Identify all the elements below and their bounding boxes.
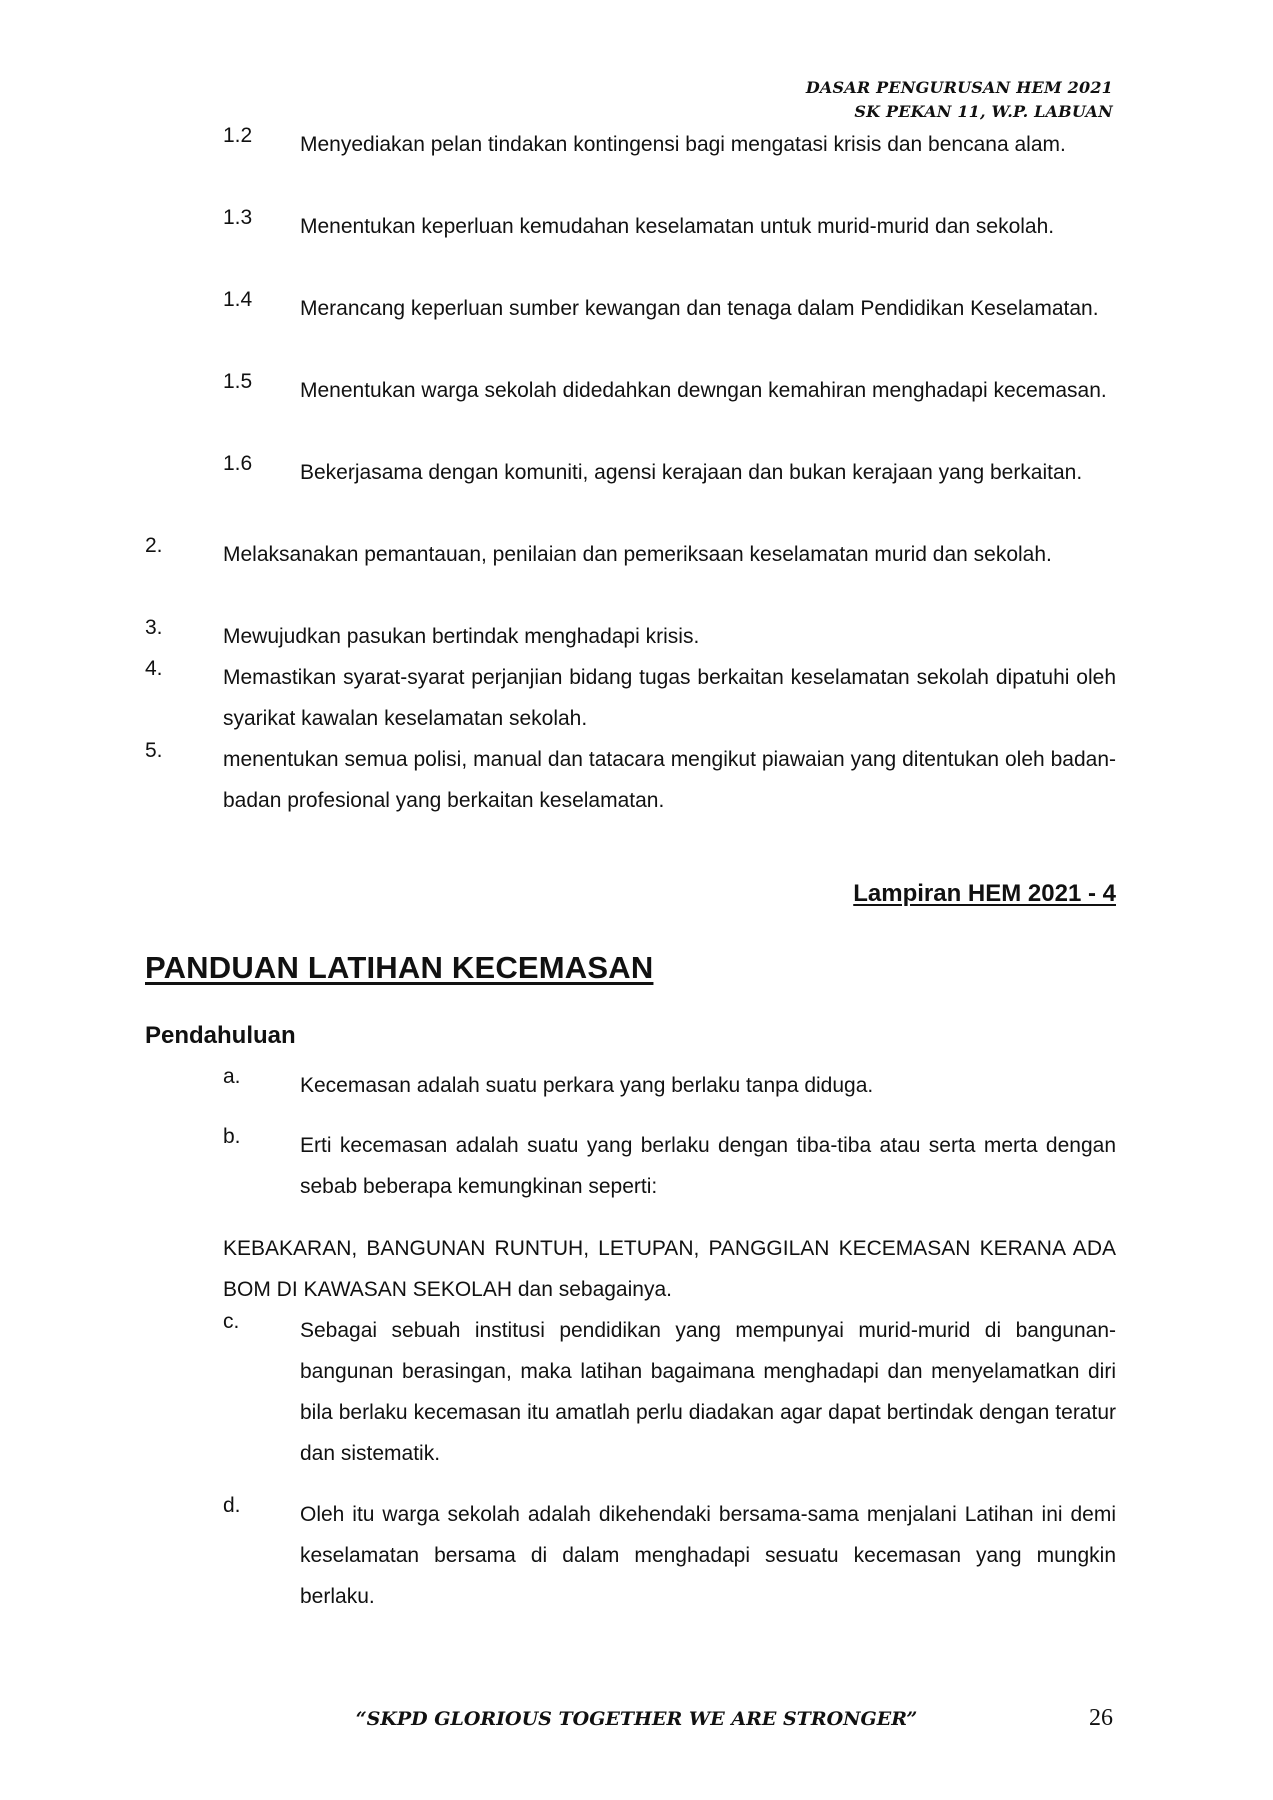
item-number: 1.6 xyxy=(223,452,253,475)
item-number: a. xyxy=(223,1065,241,1088)
item-text: Menyediakan pelan tindakan kontingensi bagi mengatasi krisis dan bencana alam. xyxy=(300,133,1066,156)
item-text: Mewujudkan pasukan bertindak menghadapi krisis. xyxy=(223,625,700,648)
list-item xyxy=(223,1065,1116,1106)
item-text: Menentukan warga sekolah didedahkan dewngan kemahiran menghadapi kecemasan. xyxy=(300,379,1107,402)
page-title: PANDUAN LATIHAN KECEMASAN xyxy=(145,950,654,985)
item-number: d. xyxy=(223,1494,241,1517)
item-text: Sebagai sebuah institusi pendidikan yang mempunyai murid-murid di bangunan-bangunan berasingan, maka latihan bagaimana menghadapi dan menyelamatkan diri bila berlaku kecemasan itu amatlah perlu diadakan agar dapat bertindak dengan teratur dan sistematik. xyxy=(300,1319,1116,1465)
item-text: Bekerjasama dengan komuniti, agensi kerajaan dan bukan kerajaan yang berkaitan. xyxy=(300,461,1083,484)
item-number: 2. xyxy=(145,534,163,557)
item-number: 1.2 xyxy=(223,124,253,147)
list-item xyxy=(223,1310,1116,1474)
emergency-examples: KEBAKARAN, BANGUNAN RUNTUH, LETUPAN, PANGGILAN KECEMASAN KERANA ADA BOM DI KAWASAN SEKOLAH dan sebagainya. xyxy=(223,1237,1116,1301)
section-heading: Pendahuluan xyxy=(145,1022,296,1049)
document-header xyxy=(806,76,1113,124)
item-number: 1.3 xyxy=(223,206,253,229)
list-item xyxy=(223,124,1116,165)
item-text: menentukan semua polisi, manual dan tatacara mengikut piawaian yang ditentukan oleh badan-badan profesional yang berkaitan keselamatan. xyxy=(223,748,1116,812)
header-title: DASAR PENGURUSAN HEM 2021 xyxy=(805,78,1113,97)
list-item xyxy=(223,370,1116,411)
item-number: 1.4 xyxy=(223,288,253,311)
list-item xyxy=(145,534,1116,575)
item-text: Melaksanakan pemantauan, penilaian dan pemeriksaan keselamatan murid dan sekolah. xyxy=(223,543,1052,566)
list-item xyxy=(223,288,1116,329)
item-text: Memastikan syarat-syarat perjanjian bidang tugas berkaitan keselamatan sekolah dipatuhi oleh syarikat kawalan keselamatan sekolah. xyxy=(223,666,1116,730)
page-number: 26 xyxy=(1089,1705,1113,1731)
list-item xyxy=(145,657,1116,739)
item-text: Erti kecemasan adalah suatu yang berlaku dengan tiba-tiba atau serta merta dengan sebab beberapa kemungkinan seperti: xyxy=(300,1134,1116,1198)
item-text: Kecemasan adalah suatu perkara yang berlaku tanpa diduga. xyxy=(300,1074,874,1097)
item-number: 4. xyxy=(145,657,163,680)
list-item xyxy=(145,739,1116,821)
item-text: Menentukan keperluan kemudahan keselamatan untuk murid-murid dan sekolah. xyxy=(300,215,1055,238)
item-text: Merancang keperluan sumber kewangan dan tenaga dalam Pendidikan Keselamatan. xyxy=(300,297,1099,320)
item-number: c. xyxy=(223,1310,240,1333)
header-school: SK PEKAN 11, W.P. LABUAN xyxy=(854,102,1113,121)
list-item xyxy=(223,206,1116,247)
item-number: 3. xyxy=(145,616,163,639)
list-item xyxy=(223,1494,1116,1617)
item-number: b. xyxy=(223,1125,241,1148)
list-item xyxy=(223,1125,1116,1207)
item-number: 5. xyxy=(145,739,163,762)
footer-motto: “SKPD GLORIOUS TOGETHER WE ARE STRONGER” xyxy=(355,1708,918,1730)
item-number: 1.5 xyxy=(223,370,253,393)
list-item xyxy=(145,616,1116,657)
list-item xyxy=(223,452,1116,493)
appendix-label: Lampiran HEM 2021 - 4 xyxy=(853,880,1116,907)
item-text: Oleh itu warga sekolah adalah dikehendaki bersama-sama menjalani Latihan ini demi keselamatan bersama di dalam menghadapi sesuatu kecemasan yang mungkin berlaku. xyxy=(300,1503,1116,1608)
